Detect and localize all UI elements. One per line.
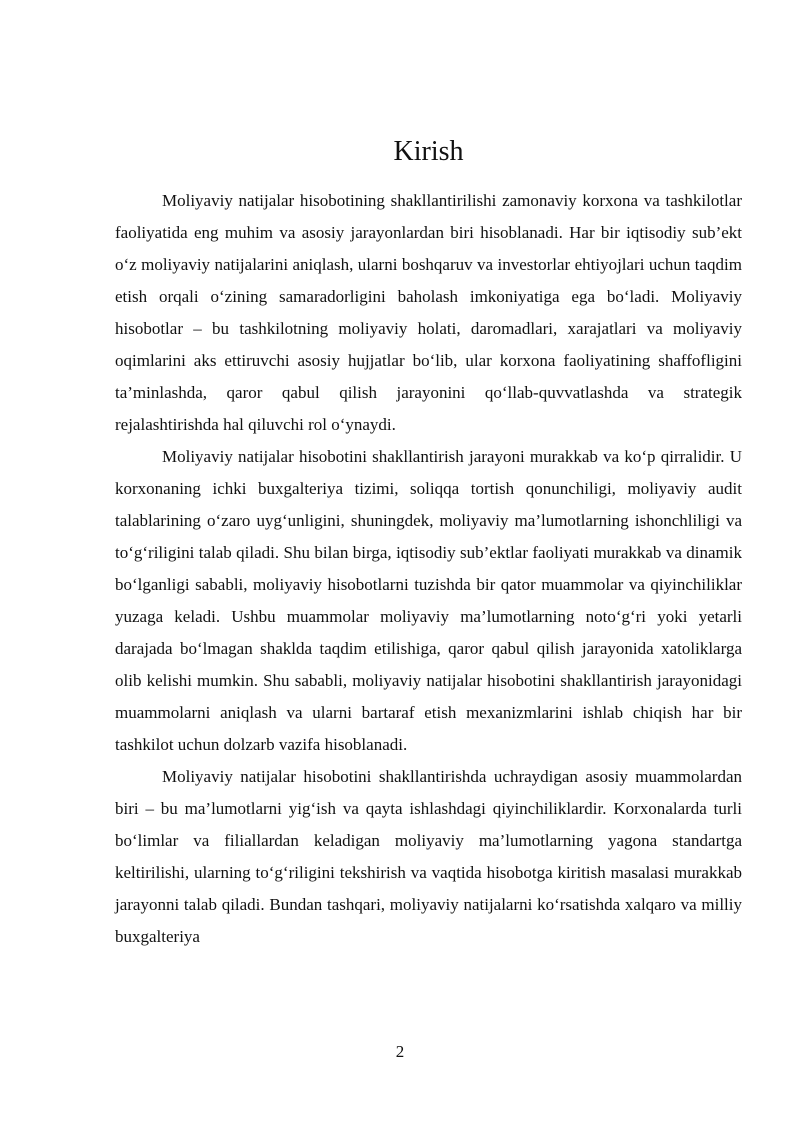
- document-page: [115, 132, 742, 953]
- page-title: Kirish: [393, 136, 464, 167]
- paragraph-2: Moliyaviy natijalar hisobotini shakllantirish jarayoni murakkab va ko‘p qirralidir. U korxonaning ichki buxgalteriya tizimi, soliqqa tortish qonunchiligi, moliyaviy audit talablarining o‘zaro uyg‘unligini, shuningdek, moliyaviy ma’lumotlarning ishonchliligi va to‘g‘riligini talab qiladi. Shu bilan birga, iqtisodiy sub’ektlar faoliyati murakkab va dinamik bo‘lganligi sababli, moliyaviy hisobotlarni tuzishda bir qator muammolar va qiyinchiliklar yuzaga keladi. Ushbu muammolar moliyaviy ma’lumotlarning noto‘g‘ri yoki yetarli darajada bo‘lmagan shaklda taqdim etilishiga, qaror qabul qilish jarayonida xatoliklarga olib kelishi mumkin. Shu sababli, moliyaviy natijalar hisobotini shakllantirish jarayonidagi muammolarni aniqlash va ularni bartaraf etish mexanizmlarini ishlab chiqish har bir tashkilot uchun dolzarb vazifa hisoblanadi.: [115, 447, 742, 754]
- paragraph-3: Moliyaviy natijalar hisobotini shakllantirishda uchraydigan asosiy muammolardan biri – bu ma’lumotlarni yig‘ish va qayta ishlashdagi qiyinchiliklardir. Korxonalarda turli bo‘limlar va filiallardan keladigan moliyaviy ma’lumotlarning yagona standartga keltirilishi, ularning to‘g‘riligini tekshirish va vaqtida hisobotga kiritish masalasi murakkab jarayonni talab qiladi. Bundan tashqari, moliyaviy natijalarni ko‘rsatishda xalqaro va milliy buxgalteriya: [115, 767, 742, 946]
- page-number: 2: [395, 1042, 405, 1061]
- paragraph-1: Moliyaviy natijalar hisobotining shakllantirilishi zamonaviy korxona va tashkilotlar faoliyatida eng muhim va asosiy jarayonlardan biri hisoblanadi. Har bir iqtisodiy sub’ekt o‘z moliyaviy natijalarini aniqlash, ularni boshqaruv va investorlar ehtiyojlari uchun taqdim etish orqali o‘zining samaradorligini baholash imkoniyatiga ega bo‘ladi. Moliyaviy hisobotlar – bu tashkilotning moliyaviy holati, daromadlari, xarajatlari va moliyaviy oqimlarini aks ettiruvchi asosiy hujjatlar bo‘lib, ular korxona faoliyatining shaffofligini ta’minlashda, qaror qabul qilish jarayonini qo‘llab-quvvatlashda va strategik rejalashtirishda hal qiluvchi rol o‘ynaydi.: [115, 191, 742, 434]
